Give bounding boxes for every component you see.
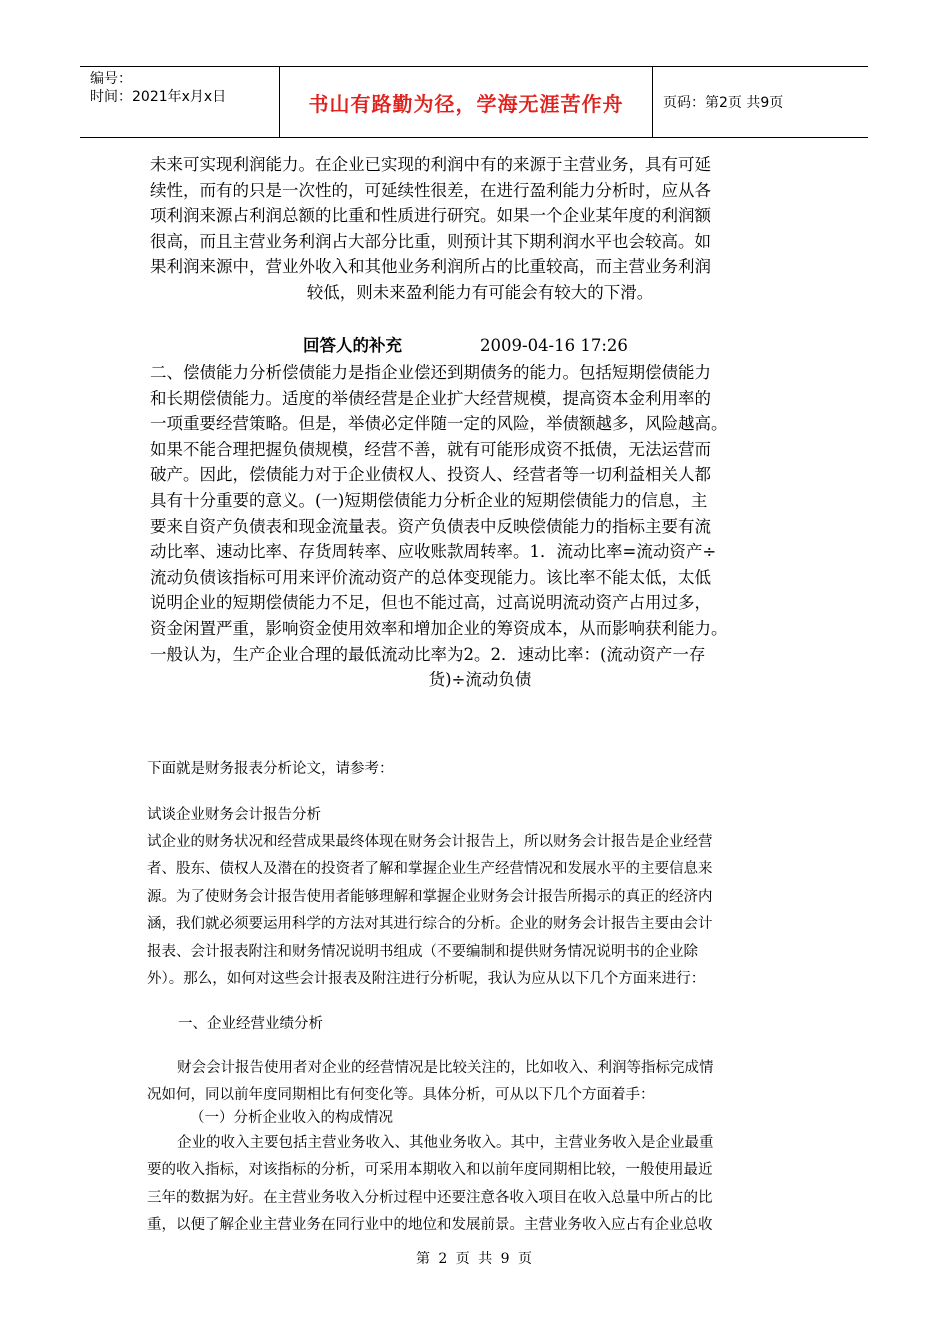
text-line: 者、股东、债权人及潜在的投资者了解和掌握企业生产经营情况和发展水平的主要信息来 bbox=[147, 861, 713, 878]
text-line: 破产。因此，偿债能力对于企业债权人、投资人、经营者等一切利益相关人都 bbox=[150, 465, 711, 485]
text-line: 说明企业的短期偿债能力不足，但也不能过高，过高说明流动资产占用过多， bbox=[150, 593, 711, 613]
text-line: 很高，而且主营业务利润占大部分比重，则预计其下期利润水平也会较高。如 bbox=[150, 231, 711, 251]
paper-title: 试谈企业财务会计报告分析 bbox=[147, 807, 321, 823]
profitability-paragraph bbox=[150, 152, 810, 306]
text-line: 外）。那么，如何对这些会计报表及附注进行分析呢，我认为应从以下几个方面来进行： bbox=[147, 971, 706, 988]
text-line: 源。为了使财务会计报告使用者能够理解和掌握企业财务会计报告所揭示的真正的经济内 bbox=[147, 888, 713, 905]
text-line: 三年的数据为好。在主营业务收入分析过程中还要注意各收入项目在收入总量中所占的比 bbox=[147, 1189, 713, 1206]
text-line: 续性，而有的只是一次性的，可延续性很差，在进行盈利能力分析时，应从各 bbox=[150, 180, 711, 200]
page-footer: 第 2 页 共 9 页 bbox=[415, 1251, 535, 1267]
performance-paragraph bbox=[147, 1055, 714, 1110]
section-heading-performance: 一、企业经营业绩分析 bbox=[178, 1016, 323, 1032]
answer-timestamp: 2009-04-16 17:26 bbox=[480, 336, 628, 355]
text-line: 动比率、速动比率、存货周转率、应收账款周转率。1．流动比率=流动资产÷ bbox=[150, 542, 717, 562]
text-line: 资金闲置严重，影响资金使用效率和增加企业的筹资成本，从而影响获利能力。 bbox=[150, 618, 728, 638]
text-line: 一般认为，生产企业合理的最低流动比率为2。2．速动比率：(流动资产一存 bbox=[150, 644, 706, 664]
text-line: 况如何，同以前年度同期相比有何变化等。具体分析，可从以下几个方面着手： bbox=[147, 1087, 655, 1104]
text-line: 货)÷流动负债 bbox=[428, 670, 532, 690]
intro-line: 下面就是财务报表分析论文，请参考： bbox=[147, 761, 394, 777]
text-line: 报表、会计报表附注和财务情况说明书组成（不要编制和提供财务情况说明书的企业除 bbox=[147, 943, 698, 960]
page-header bbox=[80, 66, 868, 138]
text-line: 要来自资产负债表和现金流量表。资产负债表中反映偿债能力的指标主要有流 bbox=[150, 516, 711, 536]
text-line: 和长期偿债能力。适度的举债经营是企业扩大经营规模，提高资本金利用率的 bbox=[150, 388, 711, 408]
text-line: 较低，则未来盈利能力有可能会有较大的下滑。 bbox=[306, 282, 654, 302]
text-line: 果利润来源中，营业外收入和其他业务利润所占的比重较高，而主营业务利润 bbox=[150, 257, 711, 277]
text-line: 企业的收入主要包括主营业务收入、其他业务收入。其中，主营业务收入是企业最重 bbox=[177, 1135, 714, 1151]
income-paragraph bbox=[147, 1130, 714, 1240]
text-line: 具有十分重要的意义。(一)短期偿债能力分析企业的短期偿债能力的信息，主 bbox=[150, 490, 708, 510]
text-line: 财会会计报告使用者对企业的经营情况是比较关注的，比如收入、利润等指标完成情 bbox=[177, 1060, 714, 1076]
text-line: 涵，我们就必须要运用科学的方法对其进行综合的分析。企业的财务会计报告主要由会计 bbox=[147, 916, 713, 933]
text-line: 如果不能合理把握负债规模，经营不善，就有可能形成资不抵债，无法运营而 bbox=[150, 439, 711, 459]
text-line: 流动负债该指标可用来评价流动资产的总体变现能力。该比率不能太低，太低 bbox=[150, 567, 711, 587]
text-line: 一项重要经营策略。但是，举债必定伴随一定的风险，举债额越多，风险越高。 bbox=[150, 414, 728, 434]
text-line: 试企业的财务状况和经营成果最终体现在财务会计报告上，所以财务会计报告是企业经营 bbox=[147, 834, 713, 850]
text-line: 重，以便了解企业主营业务在同行业中的地位和发展前景。主营业务收入应占有企业总收 bbox=[147, 1217, 713, 1234]
paper-intro-paragraph bbox=[147, 829, 713, 993]
text-line: 二、偿债能力分析偿债能力是指企业偿还到期债务的能力。包括短期偿债能力 bbox=[150, 363, 711, 382]
header-page-info: 页码：第2页 共9页 bbox=[663, 95, 784, 111]
document-number-label: 编号： bbox=[90, 71, 132, 87]
text-line: 要的收入指标，对该指标的分析，可采用本期收入和以前年度同期相比较，一般使用最近 bbox=[147, 1162, 713, 1179]
subsection-heading-income: （一）分析企业收入的构成情况 bbox=[190, 1110, 393, 1126]
header-meta bbox=[80, 67, 280, 137]
solvency-paragraph bbox=[150, 360, 810, 693]
header-motto: 书山有路勤为径，学海无涯苦作舟 bbox=[280, 67, 653, 137]
text-line: 项利润来源占利润总额的比重和性质进行研究。如果一个企业某年度的利润额 bbox=[150, 206, 711, 226]
document-time-label: 时间：2021年x月x日 bbox=[90, 89, 227, 105]
text-line: 未来可实现利润能力。在企业已实现的利润中有的来源于主营业务，具有可延 bbox=[150, 155, 711, 174]
answer-author-label: 回答人的补充 bbox=[303, 336, 402, 355]
